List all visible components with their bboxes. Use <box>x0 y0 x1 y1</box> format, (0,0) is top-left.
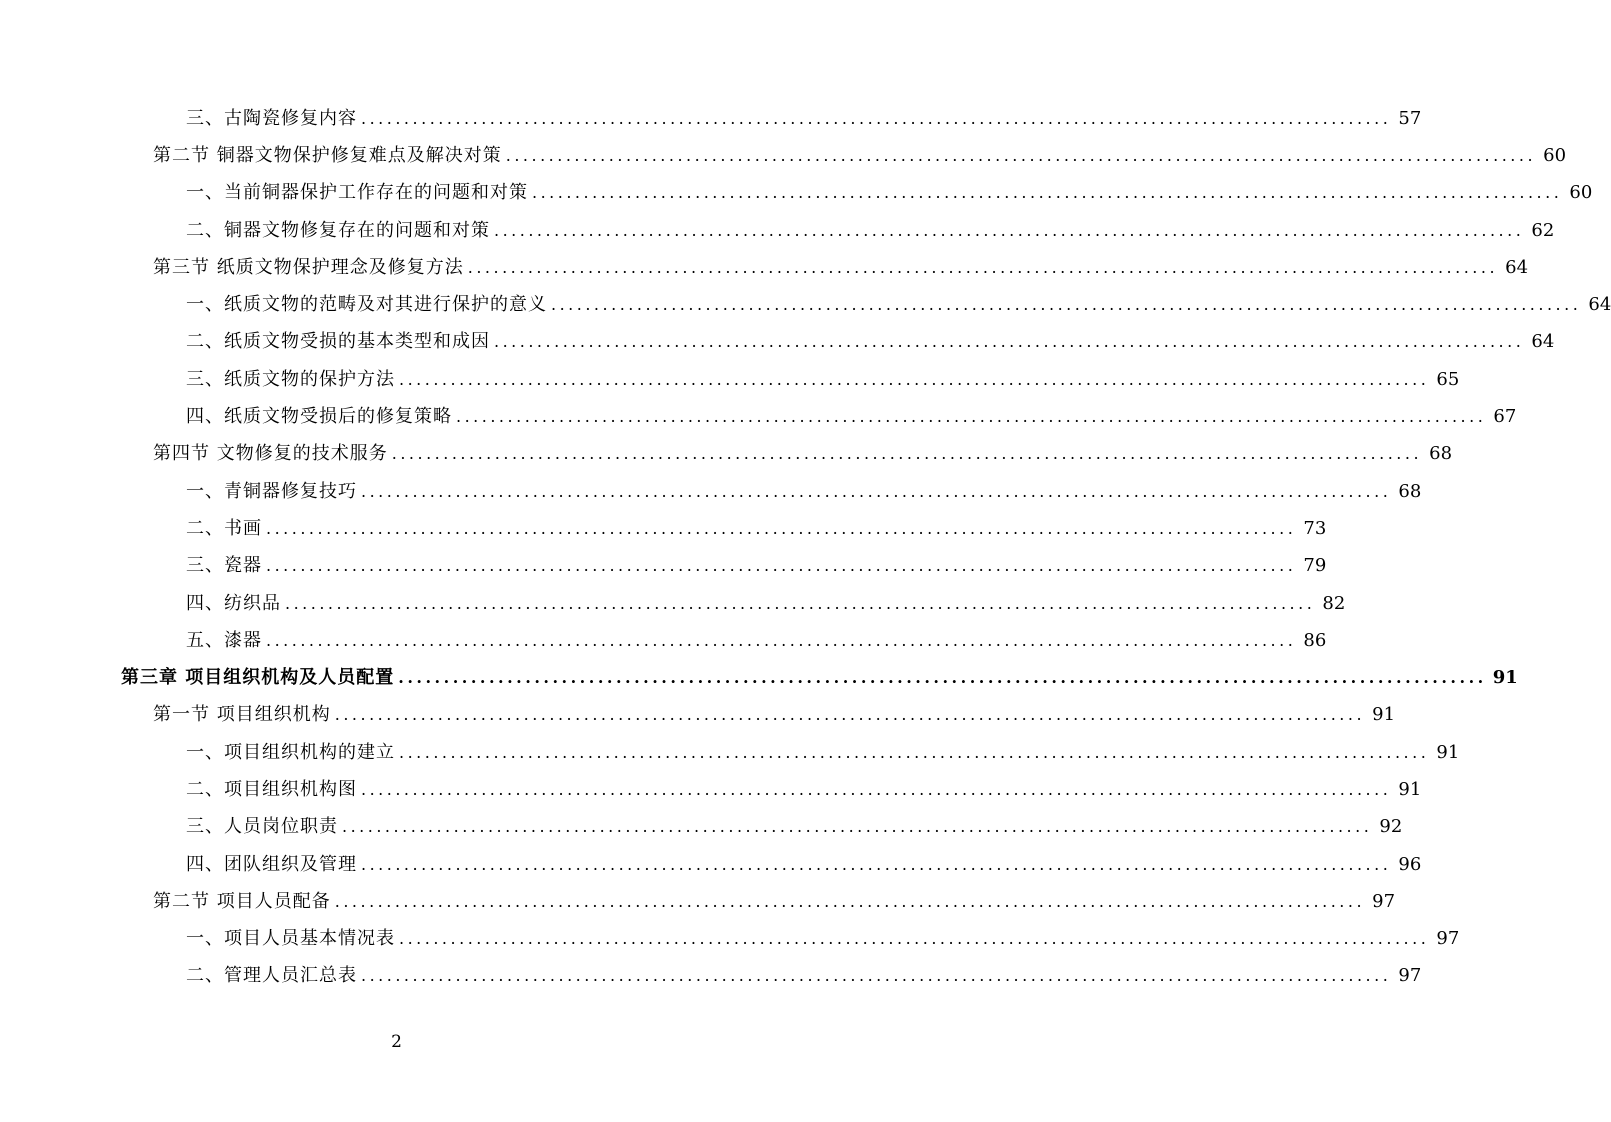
toc-entry-title: 第二节 项目人员配备 <box>153 890 331 912</box>
toc-section-entry[interactable] <box>0 137 1567 174</box>
toc-dot-leader: ........................................................................................................................ <box>266 630 1297 650</box>
toc-section-entry[interactable] <box>0 249 1529 286</box>
toc-entry-title: 四、纸质文物受损后的修复策略 <box>186 406 452 428</box>
toc-entry-page: 79 <box>1303 555 1327 577</box>
toc-subsection-entry[interactable] <box>0 212 1555 249</box>
toc-entry-title: 第二节 铜器文物保护修复难点及解决对策 <box>153 144 502 166</box>
toc-subsection-entry[interactable] <box>0 734 1460 771</box>
toc-entry-page: 64 <box>1588 294 1611 316</box>
toc-subsection-entry[interactable] <box>0 324 1555 361</box>
toc-dot-leader: ........................................................................................................................ <box>361 108 1392 128</box>
toc-entry-title: 三、古陶瓷修复内容 <box>186 107 357 129</box>
toc-entry-title: 第三节 纸质文物保护理念及修复方法 <box>153 256 464 278</box>
toc-entry-page: 73 <box>1303 517 1327 539</box>
toc-subsection-entry[interactable] <box>0 809 1403 846</box>
toc-dot-leader: ........................................................................................................................ <box>551 295 1582 315</box>
toc-subsection-entry[interactable] <box>0 100 1422 137</box>
toc-subsection-entry[interactable] <box>0 771 1422 808</box>
toc-dot-leader: ........................................................................................................................ <box>285 593 1316 613</box>
toc-dot-leader: ........................................................................................................................ <box>494 332 1525 352</box>
toc-subsection-entry[interactable] <box>0 175 1593 212</box>
toc-entry-page: 62 <box>1531 219 1555 241</box>
toc-entry-page: 68 <box>1429 443 1453 465</box>
toc-subsection-entry[interactable] <box>0 473 1422 510</box>
toc-dot-leader: ........................................................................................................................ <box>456 407 1487 427</box>
toc-entry-page: 91 <box>1372 704 1396 726</box>
toc-entry-title: 二、项目组织机构图 <box>186 778 357 800</box>
toc-dot-leader: ........................................................................................................................ <box>399 369 1430 389</box>
toc-dot-leader: ........................................................................................................................ <box>532 183 1563 203</box>
toc-entry-page: 97 <box>1398 965 1422 987</box>
toc-entry-page: 82 <box>1322 592 1346 614</box>
toc-entry-page: 97 <box>1436 928 1460 950</box>
toc-dot-leader: ........................................................................................................................ <box>361 779 1392 799</box>
toc-entry-title: 四、纺织品 <box>186 592 281 614</box>
toc-entry-title: 第四节 文物修复的技术服务 <box>153 443 388 465</box>
toc-entry-page: 67 <box>1493 406 1517 428</box>
toc-entry-title: 三、纸质文物的保护方法 <box>186 368 395 390</box>
toc-entry-page: 57 <box>1398 107 1422 129</box>
toc-section-entry[interactable] <box>0 436 1453 473</box>
toc-subsection-entry[interactable] <box>0 286 1611 323</box>
toc-subsection-entry[interactable] <box>0 585 1346 622</box>
toc-subsection-entry[interactable] <box>0 846 1422 883</box>
toc-entry-title: 三、人员岗位职责 <box>186 816 338 838</box>
toc-chapter-entry[interactable] <box>0 659 1518 696</box>
toc-section-entry[interactable] <box>0 883 1396 920</box>
toc-dot-leader: ........................................................................................................................ <box>361 481 1392 501</box>
toc-entry-page: 60 <box>1569 182 1593 204</box>
toc-dot-leader: ........................................................................................................................ <box>494 220 1525 240</box>
toc-subsection-entry[interactable] <box>0 921 1460 958</box>
page-number: 2 <box>391 1032 402 1052</box>
toc-dot-leader: ........................................................................................................................ <box>361 966 1392 986</box>
toc-subsection-entry[interactable] <box>0 398 1517 435</box>
toc-entry-title: 五、漆器 <box>186 629 262 651</box>
table-of-contents <box>0 100 1611 995</box>
toc-entry-title: 第一节 项目组织机构 <box>153 704 331 726</box>
toc-entry-page: 92 <box>1379 816 1403 838</box>
toc-dot-leader: ........................................................................................................................ <box>391 444 1423 464</box>
toc-entry-page: 96 <box>1398 853 1422 875</box>
toc-subsection-entry[interactable] <box>0 548 1327 585</box>
toc-entry-page: 91 <box>1436 741 1460 763</box>
toc-entry-page: 68 <box>1398 480 1422 502</box>
toc-dot-leader: ........................................................................................................................ <box>467 257 1499 277</box>
toc-entry-title: 一、青铜器修复技巧 <box>186 480 357 502</box>
toc-dot-leader: ........................................................................................................................ <box>399 929 1430 949</box>
toc-entry-page: 91 <box>1492 667 1518 689</box>
toc-entry-title: 三、瓷器 <box>186 555 262 577</box>
toc-dot-leader: ........................................................................................................................ <box>399 742 1430 762</box>
toc-entry-title: 第三章 项目组织机构及人员配置 <box>121 667 395 689</box>
toc-subsection-entry[interactable] <box>0 622 1327 659</box>
toc-entry-title: 一、项目人员基本情况表 <box>186 928 395 950</box>
toc-entry-page: 86 <box>1303 629 1327 651</box>
toc-entry-title: 一、纸质文物的范畴及对其进行保护的意义 <box>186 294 547 316</box>
toc-entry-page: 60 <box>1543 144 1567 166</box>
toc-entry-page: 91 <box>1398 778 1422 800</box>
toc-entry-title: 二、管理人员汇总表 <box>186 965 357 987</box>
toc-dot-leader: ........................................................................................................................ <box>334 891 1366 911</box>
toc-entry-page: 64 <box>1531 331 1555 353</box>
toc-entry-page: 97 <box>1372 890 1396 912</box>
toc-entry-title: 二、书画 <box>186 517 262 539</box>
toc-dot-leader: ........................................................................................................................ <box>361 854 1392 874</box>
toc-entry-title: 一、当前铜器保护工作存在的问题和对策 <box>186 182 528 204</box>
toc-dot-leader: ........................................................................................................................ <box>398 668 1487 688</box>
toc-entry-title: 二、纸质文物受损的基本类型和成因 <box>186 331 490 353</box>
toc-dot-leader: ........................................................................................................................ <box>266 556 1297 576</box>
toc-entry-page: 64 <box>1505 256 1529 278</box>
toc-entry-title: 一、项目组织机构的建立 <box>186 741 395 763</box>
toc-dot-leader: ........................................................................................................................ <box>342 817 1373 837</box>
toc-entry-title: 四、团队组织及管理 <box>186 853 357 875</box>
toc-subsection-entry[interactable] <box>0 361 1460 398</box>
toc-dot-leader: ........................................................................................................................ <box>334 705 1366 725</box>
toc-dot-leader: ........................................................................................................................ <box>505 145 1537 165</box>
toc-dot-leader: ........................................................................................................................ <box>266 518 1297 538</box>
toc-entry-title: 二、铜器文物修复存在的问题和对策 <box>186 219 490 241</box>
toc-subsection-entry[interactable] <box>0 958 1422 995</box>
toc-subsection-entry[interactable] <box>0 510 1327 547</box>
toc-section-entry[interactable] <box>0 697 1396 734</box>
toc-entry-page: 65 <box>1436 368 1460 390</box>
